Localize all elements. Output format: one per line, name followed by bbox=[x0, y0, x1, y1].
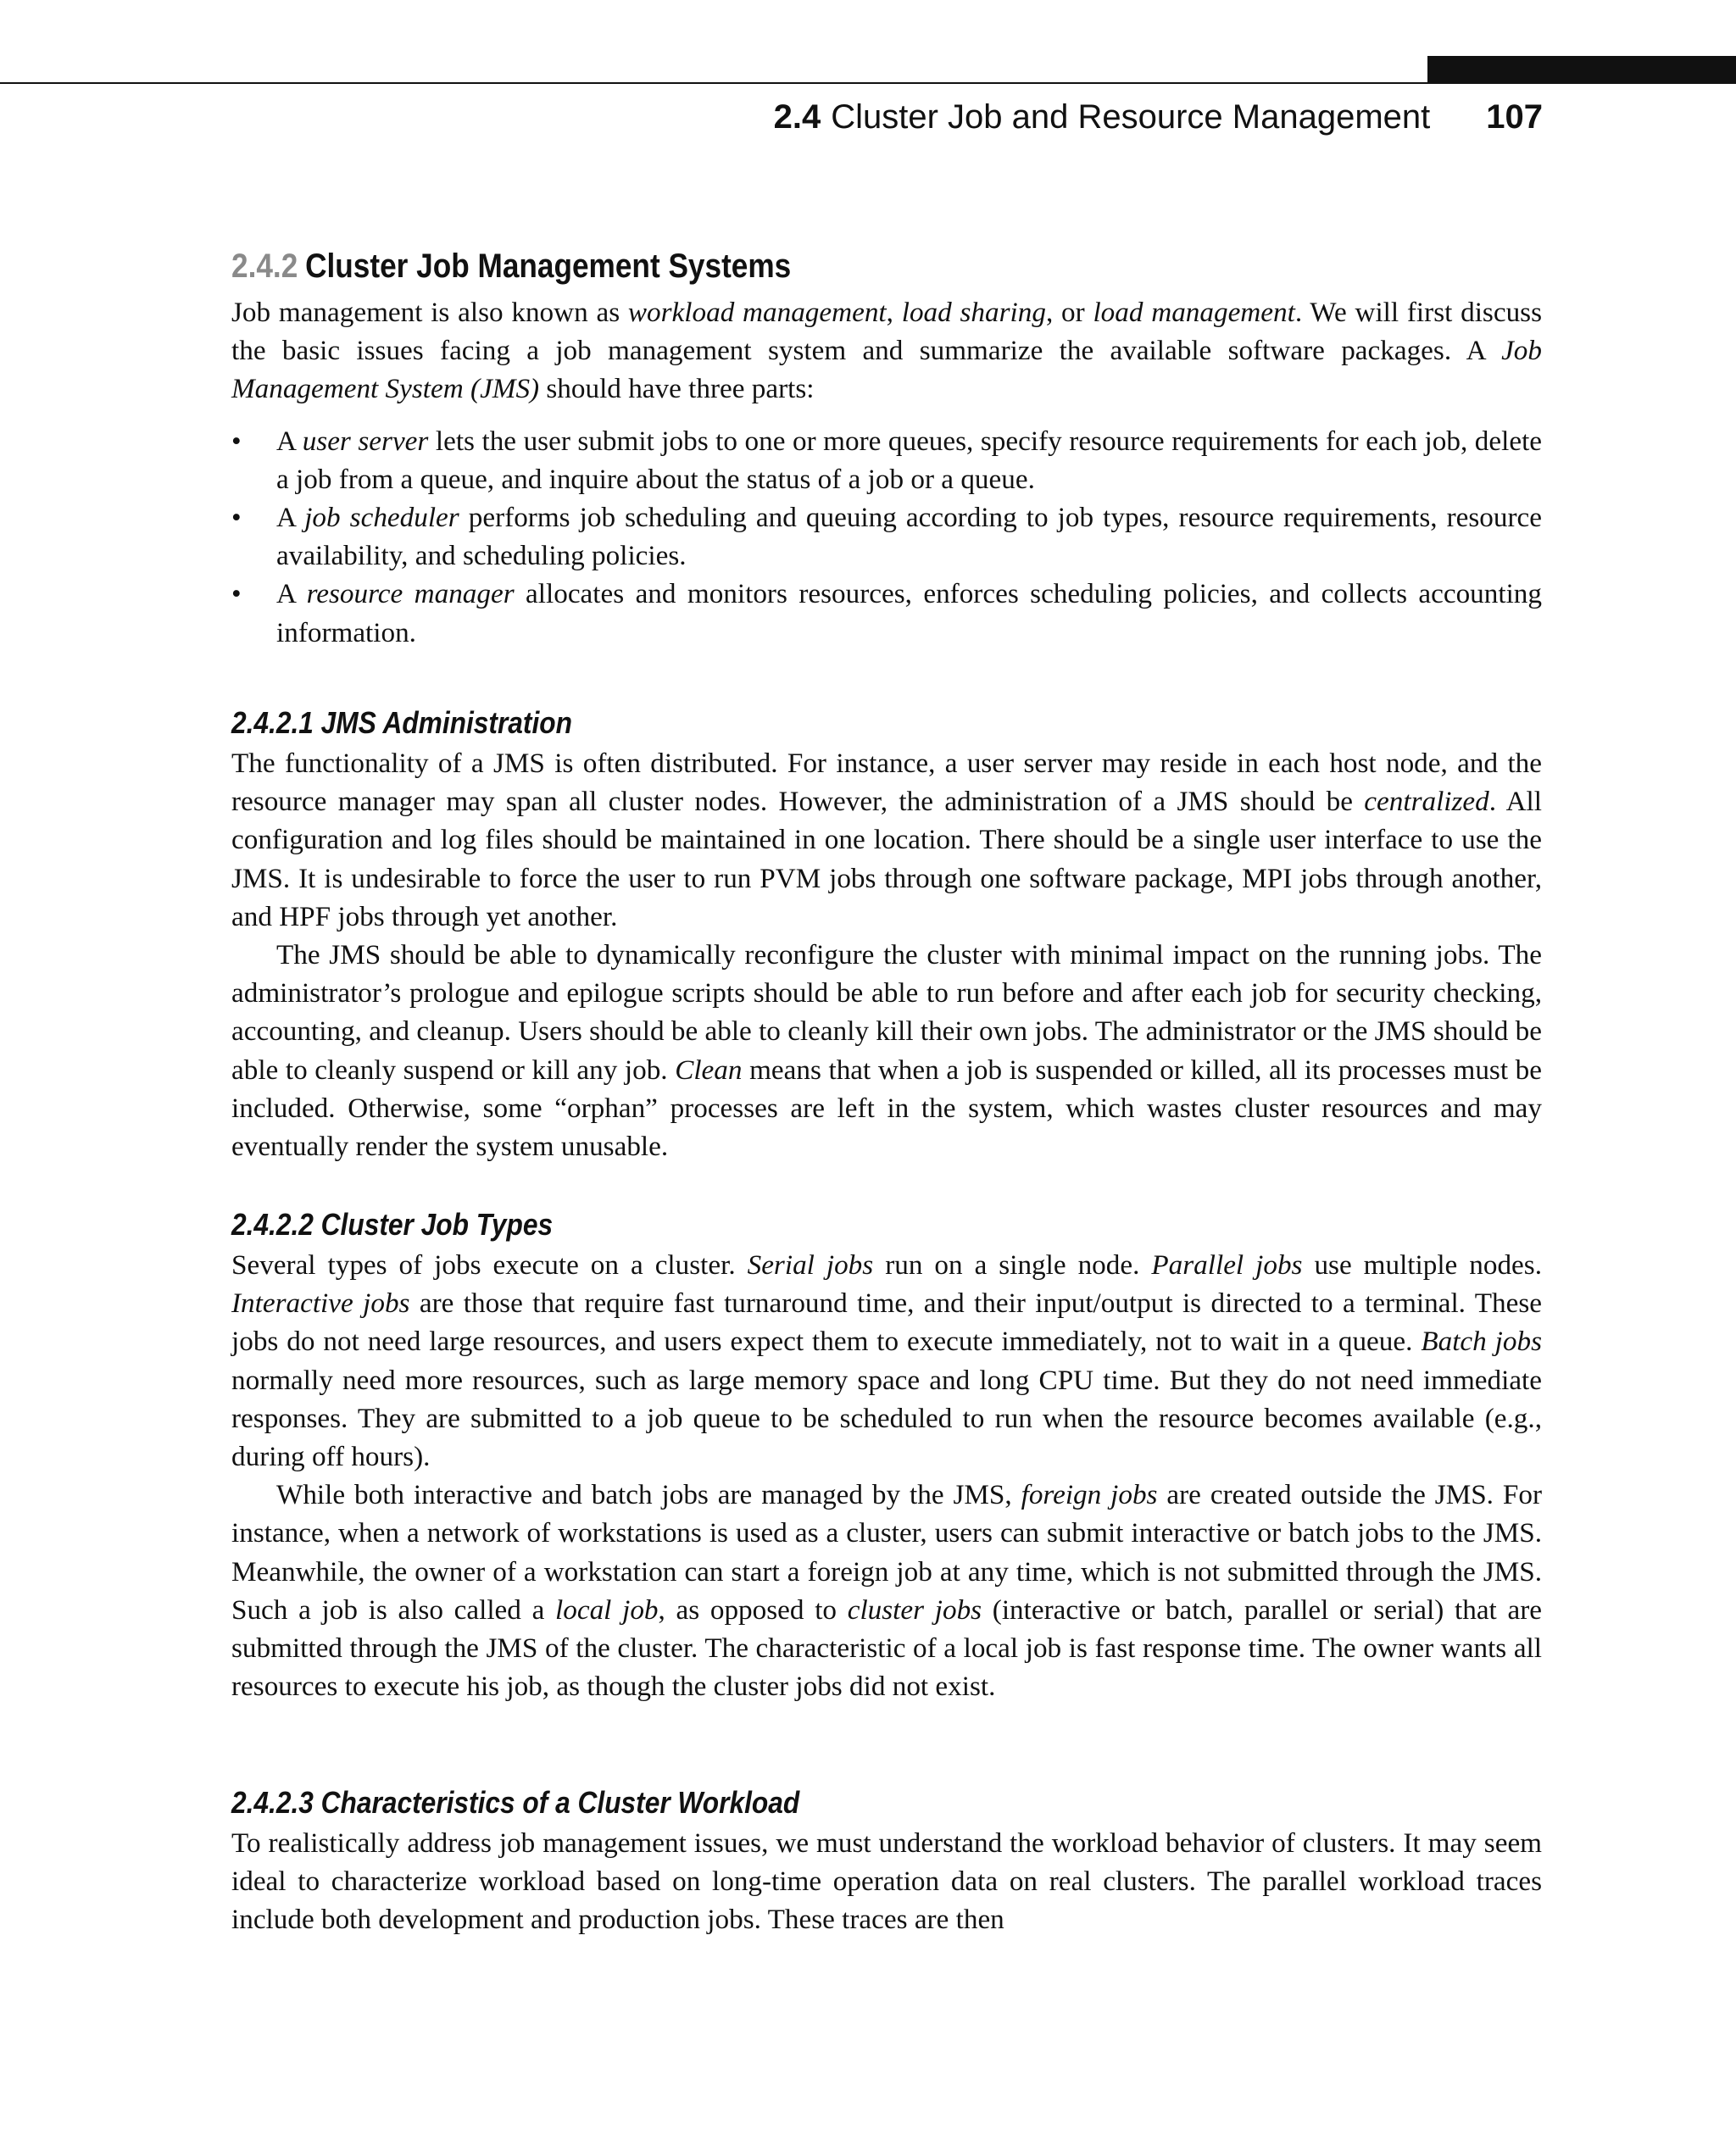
paragraph bbox=[231, 936, 1542, 1165]
section-heading-title: Cluster Job Management Systems bbox=[305, 247, 792, 285]
term-parallel-jobs: Parallel jobs bbox=[1151, 1249, 1303, 1281]
subsection-heading: 2.4.2.1 JMS Administration bbox=[231, 705, 572, 740]
term-user-server: user server bbox=[302, 425, 429, 457]
text-run: should have three parts: bbox=[539, 373, 815, 405]
subsection-workload-characteristics bbox=[231, 1783, 1542, 1939]
term-foreign-jobs: foreign jobs bbox=[1021, 1479, 1158, 1511]
subsection-heading: 2.4.2.3 Characteristics of a Cluster Workload bbox=[231, 1785, 800, 1820]
term-interactive-jobs: Interactive jobs bbox=[231, 1287, 410, 1320]
term-resource-manager: resource manager bbox=[306, 578, 515, 610]
header-rule bbox=[0, 82, 1736, 84]
running-head bbox=[774, 95, 1543, 139]
text-run: means that when a job is suspended or killed, all its processes must be included. Otherwise, some “orphan” processes are left in the system, which wastes cluster resources and may eventually render the system unusable. bbox=[231, 1054, 1542, 1163]
text-run: run on a single node. bbox=[873, 1249, 1152, 1281]
bullet-icon: • bbox=[231, 578, 242, 610]
list-item bbox=[231, 498, 1542, 575]
text-run: The JMS should be able to dynamically reconfigure the cluster with minimal impact on the running jobs. The administrator’s prologue and epilogue scripts should be able to run before and after each job for security checking, accounting, and cleanup. Users should be able to cleanly kill their own jobs. The administrator or the JMS should be able to cleanly suspend or kill any job. bbox=[231, 939, 1542, 1086]
text-run: are those that require fast turnaround time, and their input/output is directed to a terminal. These jobs do not need large resources, and users expect them to execute immediately, not to wait in a queue. bbox=[231, 1287, 1543, 1358]
text-run: Job management is also known as bbox=[231, 297, 628, 328]
running-head-section-title: Cluster Job and Resource Management bbox=[831, 98, 1431, 136]
term-job-scheduler: job scheduler bbox=[304, 502, 459, 534]
text-run: . All configuration and log files should be maintained in one location. There should be a single user interface to use the JMS. It is undesirable to force the user to run PVM jobs through one software package, MPI jobs through another, and HPF jobs through yet another. bbox=[231, 786, 1542, 932]
text-run: , or bbox=[1045, 297, 1093, 328]
section-2-4-2 bbox=[231, 246, 1542, 652]
text-run: (interactive or batch, parallel or serial) that are submitted through the JMS of the cluster. The characteristic of a local job is fast response time. The owner wants all resources to execute his job, as though the cluster jobs did not exist. bbox=[231, 1593, 1542, 1703]
text-run: performs job scheduling and queuing according to job types, resource requirements, resource availability, and scheduling policies. bbox=[276, 502, 1542, 572]
text-run: use multiple nodes. bbox=[1302, 1249, 1542, 1281]
text-run: A bbox=[276, 578, 307, 610]
term-serial-jobs: Serial jobs bbox=[747, 1249, 874, 1281]
intro-paragraph bbox=[231, 293, 1542, 409]
text-run: lets the user submit jobs to one or more queues, specify resource requirements for each job, delete a job from a queue, and inquire about the status of a job or a queue. bbox=[276, 425, 1543, 495]
term-centralized: centralized bbox=[1364, 786, 1489, 818]
text-run: , as opposed to bbox=[658, 1593, 848, 1626]
jms-parts-list bbox=[231, 422, 1542, 652]
list-item bbox=[231, 575, 1542, 651]
section-heading bbox=[231, 246, 1384, 286]
page-number: 107 bbox=[1486, 98, 1543, 136]
text-run: are created outside the JMS. For instance, when a network of workstations is used as a cluster, users can submit interactive or batch jobs to the JMS. Meanwhile, the owner of a workstation can start a foreign job at any time, which is not submitted through the JMS. Such a job is also called a bbox=[231, 1479, 1543, 1626]
text-run: While both interactive and batch jobs are managed by the JMS, bbox=[276, 1479, 1021, 1511]
term-clean: Clean bbox=[675, 1054, 743, 1086]
term-local-job: local job bbox=[555, 1593, 659, 1626]
term-jms: Job Management System (JMS) bbox=[231, 335, 1542, 405]
header-tab-bar bbox=[1427, 56, 1736, 83]
text-run: A bbox=[276, 502, 305, 534]
term-batch-jobs: Batch jobs bbox=[1421, 1326, 1542, 1358]
paragraph bbox=[231, 744, 1542, 936]
text-run: , bbox=[886, 297, 902, 328]
text-run: allocates and monitors resources, enforces scheduling policies, and collects accounting information. bbox=[276, 578, 1542, 648]
section-heading-number: 2.4.2 bbox=[231, 247, 298, 285]
text-run: Several types of jobs execute on a cluster. bbox=[231, 1249, 748, 1281]
subsection-cluster-job-types bbox=[231, 1205, 1542, 1705]
running-head-section-number: 2.4 bbox=[773, 98, 821, 136]
paragraph bbox=[231, 1246, 1542, 1476]
text-run: The functionality of a JMS is often distributed. For instance, a user server may reside in each host node, and the resource manager may span all cluster nodes. However, the administration of a JMS should be bbox=[231, 748, 1542, 818]
text-run: . We will first discuss the basic issues facing a job management system and summarize the available software packages. A bbox=[231, 297, 1542, 367]
term-workload-management: workload management bbox=[627, 297, 887, 328]
subsection-jms-administration bbox=[231, 703, 1542, 1165]
term-load-sharing: load sharing bbox=[901, 297, 1046, 328]
paragraph: To realistically address job management issues, we must understand the workload behavior of clusters. It may seem ideal to characterize workload based on long-time operation data on real clusters. The parallel workload traces include both development and production jobs. These traces are then bbox=[231, 1827, 1542, 1936]
paragraph bbox=[231, 1476, 1542, 1705]
list-item bbox=[231, 422, 1542, 498]
text-run: normally need more resources, such as large memory space and long CPU time. But they do not need immediate responses. They are submitted to a job queue to be scheduled to run when the resource becomes available (e.g., during off hours). bbox=[231, 1364, 1542, 1473]
bullet-icon: • bbox=[231, 425, 242, 457]
subsection-heading: 2.4.2.2 Cluster Job Types bbox=[231, 1207, 554, 1242]
bullet-icon: • bbox=[231, 502, 242, 534]
term-cluster-jobs: cluster jobs bbox=[847, 1593, 982, 1626]
term-load-management: load management bbox=[1093, 297, 1295, 328]
text-run: A bbox=[276, 425, 303, 457]
